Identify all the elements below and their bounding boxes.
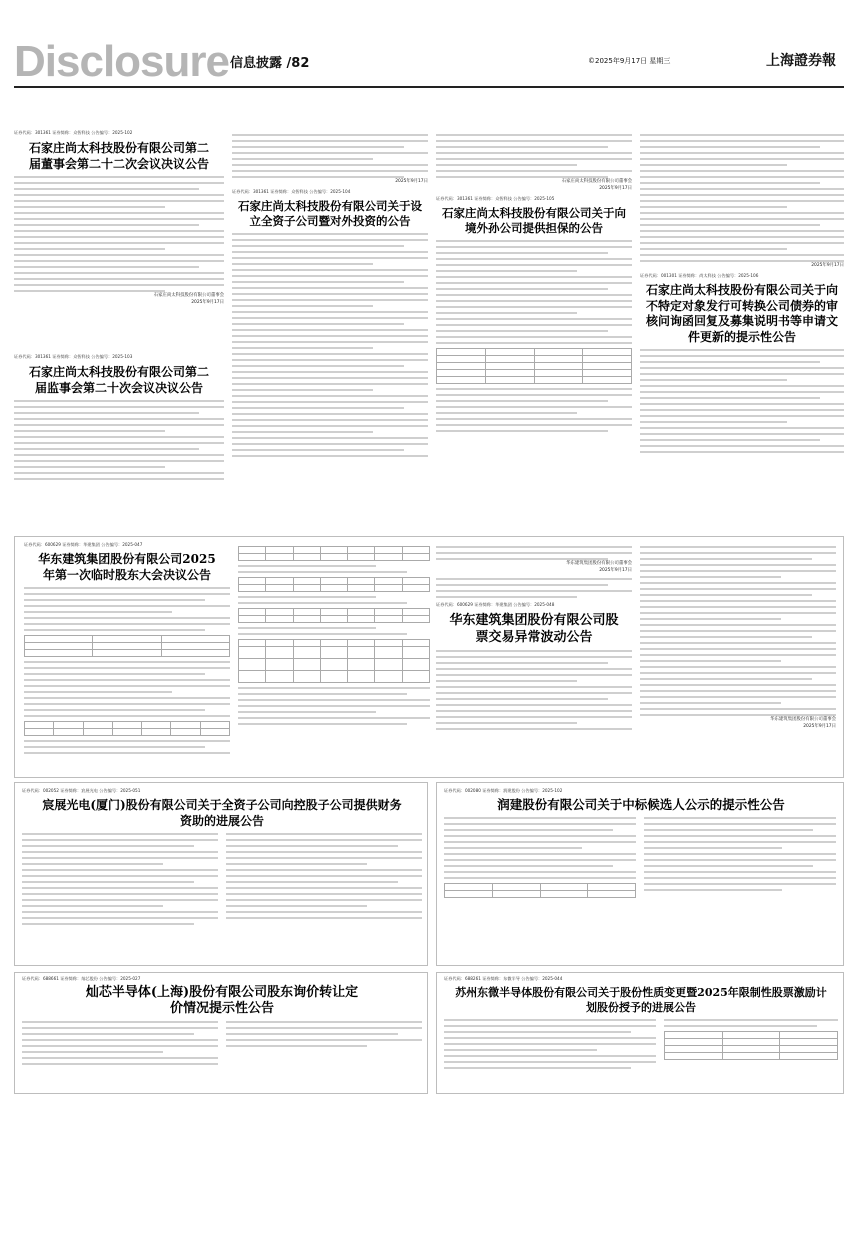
article-signoff: 石家庄尚太科技股份有限公司董事会 2025年9月17日 xyxy=(561,179,632,191)
article-headline: 苏州东微半导体股份有限公司关于股份性质变更暨2025年限制性股票激励计划股份授予的进展公告 xyxy=(455,986,827,1014)
article-body xyxy=(14,400,224,480)
page-section-label: 信息披露 /82 xyxy=(230,56,310,71)
article-body xyxy=(640,349,844,453)
article-code-line: 证券代码：301361 证券简称：众智科技 公告编号：2025-103 xyxy=(14,354,133,359)
voting-table xyxy=(238,546,430,561)
newspaper-brand: 上海證券報 xyxy=(766,53,836,69)
article-signoff: 华东建筑集团股份有限公司董事会 2025年9月17日 xyxy=(566,561,632,573)
masthead-rule xyxy=(14,86,844,88)
article-subsidiary-investment xyxy=(232,130,428,530)
article-headline: 石家庄尚太科技股份有限公司关于设立全资子公司暨对外投资的公告 xyxy=(238,199,422,228)
article-stock-incentive xyxy=(444,976,838,1092)
article-headline: 石家庄尚太科技股份有限公司第二届监事会第二十次会议决议公告 xyxy=(28,365,209,395)
article-inquiry-transfer xyxy=(22,976,422,1092)
article-body xyxy=(436,240,632,344)
article-code-line: 证券代码：688661 证券简称：灿芯股份 公告编号：2025-027 xyxy=(22,976,141,981)
article-bid-candidate xyxy=(444,788,838,964)
guarantee-table xyxy=(436,348,632,384)
issue-date: ©2025年9月17日 星期三 xyxy=(588,57,671,65)
voting-table xyxy=(238,577,430,592)
article-body xyxy=(232,233,428,457)
article-code-line: 证券代码：301361 证券简称：众智科技 公告编号：2025-105 xyxy=(436,196,555,201)
voting-table xyxy=(238,639,430,683)
incentive-table xyxy=(664,1031,838,1060)
article-body xyxy=(14,176,224,292)
article-shareholder-meeting xyxy=(24,542,230,774)
article-code-line: 证券代码：600629 证券简称：华建集团 公告编号：2025-047 xyxy=(24,542,143,547)
article-headline: 宸展光电(厦门)股份有限公司关于全资子公司向控股子公司提供财务资助的进展公告 xyxy=(42,798,402,828)
bid-table xyxy=(444,883,636,898)
article-code-line: 证券代码：301361 证券简称：众智科技 公告编号：2025-104 xyxy=(232,189,351,194)
article-code-line: 证券代码：688261 证券简称：东微半导 公告编号：2025-044 xyxy=(444,976,563,981)
voting-table xyxy=(238,608,430,623)
article-convertible-bond xyxy=(640,130,844,530)
article-supervisory-resolution xyxy=(14,354,224,530)
article-signoff: 2025年9月17日 xyxy=(395,179,428,184)
article-body xyxy=(436,650,632,730)
article-headline: 灿芯半导体(上海)股份有限公司股东询价转让定价情况提示性公告 xyxy=(85,985,359,1016)
article-overseas-guarantee xyxy=(436,130,632,530)
article-body xyxy=(444,1015,656,1069)
article-body xyxy=(22,829,218,925)
article-body xyxy=(444,817,636,879)
article-voting-results xyxy=(238,542,430,774)
article-signoff: 华东建筑集团股份有限公司董事会 2025年9月17日 xyxy=(770,717,836,729)
article-headline: 华东建筑集团股份有限公司股票交易异常波动公告 xyxy=(449,613,619,645)
masthead xyxy=(14,37,844,86)
section-logo: Disclosure xyxy=(14,37,229,86)
article-body xyxy=(22,1017,218,1065)
article-code-line: 证券代码：002052 证券简称：宸展光电 公告编号：2025-051 xyxy=(22,788,141,793)
article-headline: 石家庄尚太科技股份有限公司第二届董事会第二十二次会议决议公告 xyxy=(28,141,209,171)
article-body xyxy=(24,587,230,631)
article-headline: 润建股份有限公司关于中标候选人公示的提示性公告 xyxy=(497,797,785,812)
article-financial-aid xyxy=(22,788,422,964)
article-code-line: 证券代码：002080 证券简称：润建股份 公告编号：2025-102 xyxy=(444,788,563,793)
article-headline: 石家庄尚太科技股份有限公司关于向境外孙公司提供担保的公告 xyxy=(442,206,626,235)
article-signoff: 2025年9月17日 xyxy=(811,263,844,268)
article-code-line: 证券代码：301361 证券简称：众智科技 公告编号：2025-102 xyxy=(14,130,133,135)
article-board-resolution xyxy=(14,130,224,346)
article-abnormal-trading-cont xyxy=(640,542,836,774)
article-code-line: 证券代码：600629 证券简称：华建集团 公告编号：2025-048 xyxy=(436,602,555,607)
article-signoff: 石家庄尚太科技股份有限公司董事会 2025年9月17日 xyxy=(153,293,224,305)
article-code-line: 证券代码：001301 证券简称：尚太科技 公告编号：2025-106 xyxy=(640,273,759,278)
voting-table xyxy=(24,721,230,736)
voting-table xyxy=(24,635,230,657)
article-headline: 华东建筑集团股份有限公司2025年第一次临时股东大会决议公告 xyxy=(38,552,216,582)
article-headline: 石家庄尚太科技股份有限公司关于向不特定对象发行可转换公司债券的审核问询函回复及募集说明书等申请文件更新的提示性公告 xyxy=(645,283,838,344)
